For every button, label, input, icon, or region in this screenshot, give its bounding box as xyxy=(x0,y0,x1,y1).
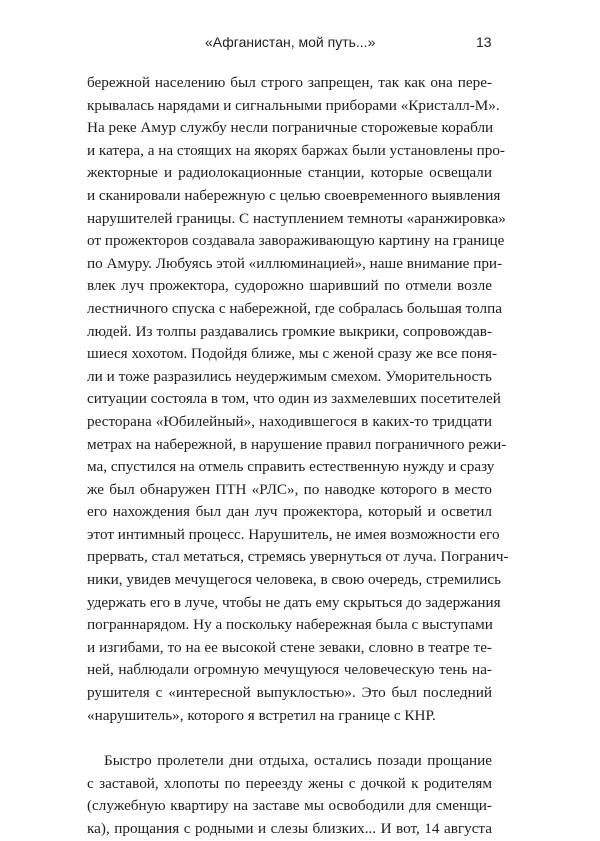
text-line: рушителя с «интересной выпуклостью». Это был последний xyxy=(87,684,492,702)
text-line: (служебную квартиру на заставе мы освободили для сменщи- xyxy=(87,797,492,815)
text-line: по Амуру. Любуясь этой «иллюминацией», наше внимание при- xyxy=(87,254,503,272)
text-line: с заставой, хлопоты по переезду жены с дочкой к родителям xyxy=(87,774,492,792)
text-line: от прожекторов создавала завораживающую картину на границе xyxy=(87,232,505,250)
text-line: удержать его в луче, чтобы не дать ему скрыться до задержания xyxy=(87,593,501,611)
paragraph-2 xyxy=(87,750,492,840)
text-line: ка), прощания с родными и слезы близких... И вот, 14 августа xyxy=(87,820,492,837)
text-line: людей. Из толпы раздавались громкие выкрики, сопровождав- xyxy=(87,322,492,340)
page-number: 13 xyxy=(476,34,492,50)
running-title: «Афганистан, мой путь...» xyxy=(205,34,376,50)
text-line: Быстро пролетели дни отдыха, остались позади прощание xyxy=(104,752,492,770)
text-line: ли и тоже разразились неудержимым смехом. Уморительность xyxy=(87,367,492,385)
text-line: лестничного спуска с набережной, где собралась большая толпа xyxy=(87,299,502,317)
text-line: ресторана «Юбилейный», находившегося в каких-то тридцати xyxy=(87,412,492,430)
text-line: же был обнаружен ПТН «РЛС», по наводке которого в место xyxy=(87,480,492,498)
text-line: метрах на набережной, в нарушение правил пограничного режи- xyxy=(87,435,507,453)
text-line: бережной населению был строго запрещен, так как она пере- xyxy=(87,74,492,91)
text-line: этот интимный процесс. Нарушитель, не имея возможности его xyxy=(87,525,500,543)
paragraph-1 xyxy=(87,72,509,727)
text-line: шиеся хохотом. Подойдя ближе, мы с женой сразу же все поня- xyxy=(87,345,498,363)
running-head xyxy=(0,34,600,54)
text-line: влек луч прожектора, судорожно шаривший по отмели возле xyxy=(87,277,492,295)
text-line: ситуации состояла в том, что один из захмелевших посетителей xyxy=(87,390,501,408)
body-text xyxy=(87,72,509,841)
text-line: прервать, стал метаться, стремясь увернуться от луча. Погранич- xyxy=(87,548,509,566)
text-line: и сканировали набережную с целью своевременного выявления xyxy=(87,186,501,204)
text-line: ники, увидев мечущегося человека, в свою очередь, стремились xyxy=(87,571,502,589)
text-line: нарушителей границы. С наступлением темноты «аранжировка» xyxy=(87,209,506,227)
text-line: и изгибами, то на ее высокой стене зеваки, словно в театре те- xyxy=(87,638,492,656)
text-line: «нарушитель», которого я встретил на границе с КНР. xyxy=(87,706,436,724)
text-line: ней, наблюдали огромную мечущуюся человеческую тень на- xyxy=(87,661,492,679)
text-line: крывалась нарядами и сигнальными приборами «Кристалл-М». xyxy=(87,96,500,114)
paragraph-gap xyxy=(87,727,492,750)
text-line: На реке Амур службу несли пограничные сторожевые корабли xyxy=(87,119,494,137)
text-line: ма, спустился на отмель справить естественную нужду и сразу xyxy=(87,458,495,476)
text-line: и катера, а на стоящих на якорях баржах были установлены про- xyxy=(87,141,505,159)
text-line: пограннарядом. Ну а поскольку набережная была с выступами xyxy=(87,616,493,634)
text-line: жекторные и радиолокационные станции, которые освещали xyxy=(87,164,492,182)
text-line: его нахождения был дан луч прожектора, который и осветил xyxy=(87,503,492,521)
